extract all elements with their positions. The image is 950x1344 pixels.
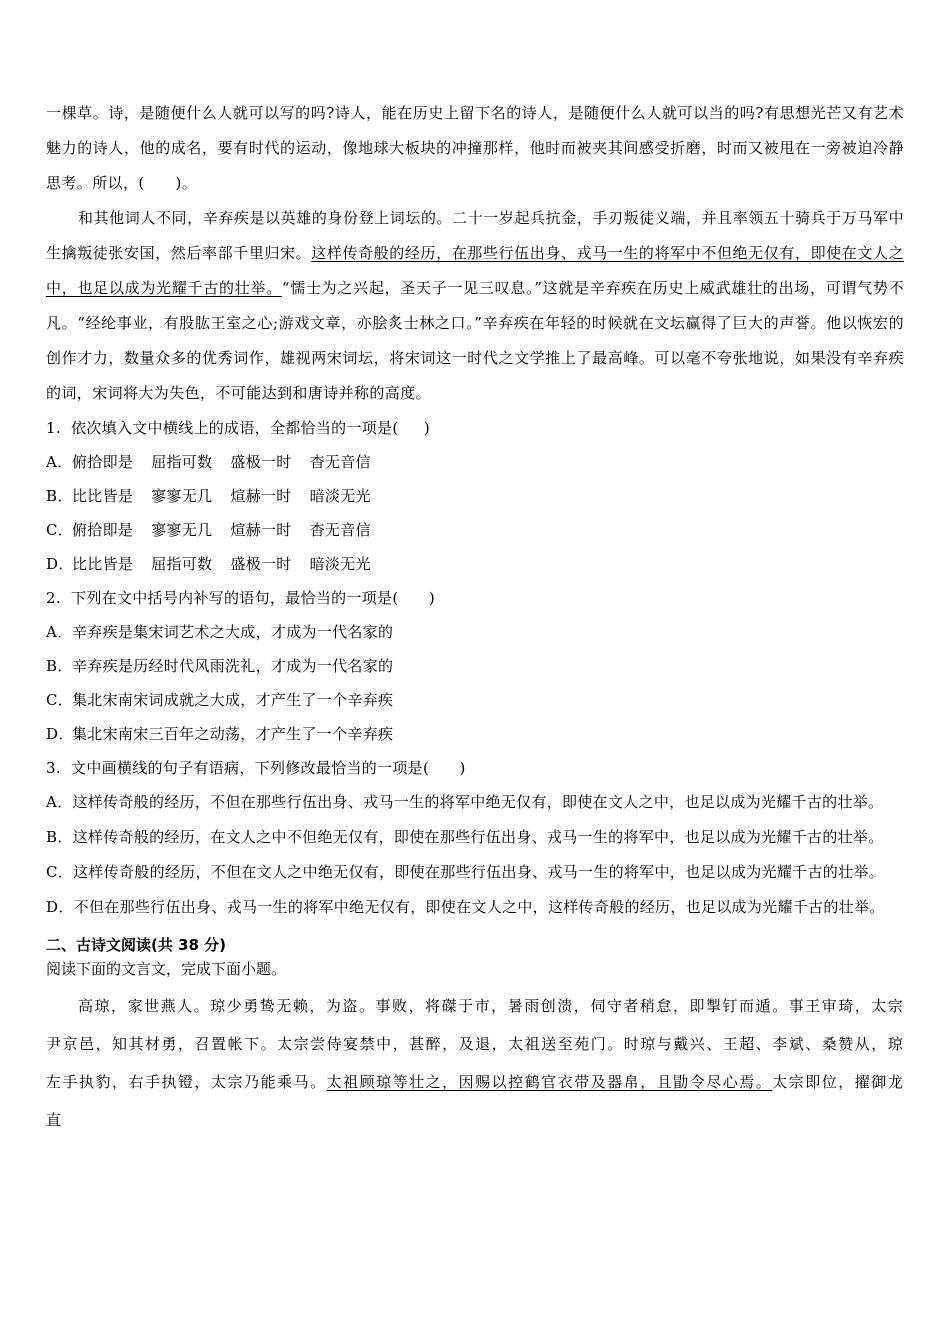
passage-paragraph-1: 一棵草。诗，是随便什么人就可以写的吗?诗人，能在历史上留下名的诗人，是随便什么人就可以当的吗?有思想光芒又有艺术魅力的诗人，他的成名，要有时代的运动，像地球大板块的冲撞那样，他时而被夹其间感受折磨，时而又被甩在一旁被迫冷静思考。所以，( )。 xyxy=(46,104,904,192)
question-2-option-c[interactable] xyxy=(46,683,904,717)
option-word: 寥寥无几 xyxy=(151,487,213,505)
question-2-option-a[interactable] xyxy=(46,615,904,649)
option-text: 这样传奇般的经历，在文人之中不但绝无仅有，即使在那些行伍出身、戎马一生的将军中，也足以成为光耀千古的壮举。 xyxy=(72,828,884,846)
question-1-stem: 1. 依次填入文中横线上的成语，全都恰当的一项是( ) xyxy=(46,419,430,437)
option-text: 这样传奇般的经历，不但在文人之中绝无仅有，即使在那些行伍出身、戎马一生的将军中，也足以成为光耀千古的壮举。 xyxy=(73,863,884,881)
section-instruction: 阅读下面的文言文，完成下面小题。 xyxy=(46,960,287,978)
underlined-sentence: 太祖顾琼等壮之，因赐以控鹤官衣带及器帛，且勖令尽心焉。 xyxy=(326,1073,773,1091)
option-word: 煊赫一时 xyxy=(230,521,292,539)
option-word: 煊赫一时 xyxy=(230,487,292,505)
option-label: B． xyxy=(46,487,73,505)
question-1-option-b[interactable] xyxy=(46,479,904,513)
underlined-sentence: 这样传奇般的经历，在那些行伍出身、戎马一生的将军中不但绝无仅有，即使在文人之中，也足以成为光耀千古的壮举。 xyxy=(46,244,904,297)
option-label: C． xyxy=(46,863,74,881)
option-text: 这样传奇般的经历，不但在那些行伍出身、戎马一生的将军中绝无仅有，即使在文人之中，也足以成为光耀千古的壮举。 xyxy=(72,793,884,811)
option-label: B． xyxy=(46,828,73,846)
option-label: C． xyxy=(46,521,74,539)
option-label: D． xyxy=(46,555,74,573)
option-label: A． xyxy=(46,623,73,641)
question-1-option-d[interactable] xyxy=(46,547,904,581)
question-2-stem: 2. 下列在文中括号内补写的语句，最恰当的一项是( ) xyxy=(46,589,436,607)
option-word: 杳无音信 xyxy=(309,453,371,471)
option-text: 辛弃疾是历经时代风雨洗礼，才成为一代名家的 xyxy=(72,657,394,675)
question-3-stem: 3. 文中画横线的句子有语病，下列修改最恰当的一项是( ) xyxy=(46,759,466,777)
option-label: D． xyxy=(46,725,74,743)
option-text: 辛弃疾是集宋词艺术之大成，才成为一代名家的 xyxy=(72,623,394,641)
passage-paragraph-2 xyxy=(46,201,904,411)
passage-text: 高琼，家世燕人。琼少勇鸷无赖，为盗。事败，将磔于市，暑雨创溃，伺守者稍怠，即掣钉而遁。事王审琦，太宗尹京邑，知其材勇，召置帐下。太宗尝侍宴禁中，甚醉，及退，太祖送至苑门。时琼与戴兴、王超、李斌、桑赞从，琼左手执豹，右手执镫，太宗乃能乘马。 xyxy=(46,997,904,1091)
option-label: A． xyxy=(46,793,73,811)
option-word: 俯拾即是 xyxy=(72,453,134,471)
option-word: 屈指可数 xyxy=(151,453,213,471)
question-2-option-b[interactable] xyxy=(46,649,904,683)
option-word: 屈指可数 xyxy=(151,555,213,573)
passage-text: “懦士为之兴起，圣天子一见三叹息。”这就是辛弃疾在历史上威武雄壮的出场，可谓气势不凡。“经纶事业，有股肱王室之心;游戏文章，亦脍炙士林之口。”辛弃疾在年轻的时候就在文坛赢得了巨大的声誉。他以恢宏的创作才力，数量众多的优秀词作，雄视两宋词坛，将宋词这一时代之文学推上了最高峰。可以毫不夸张地说，如果没有辛弃疾的词，宋词将大为失色，不可能达到和唐诗并称的高度。 xyxy=(46,279,904,402)
question-1-option-c[interactable] xyxy=(46,513,904,547)
passage-text: 太宗即位，擢御龙直 xyxy=(46,1073,905,1129)
option-word: 寥寥无几 xyxy=(151,521,213,539)
option-word: 杳无音信 xyxy=(309,521,371,539)
option-text: 集北宋南宋三百年之动荡，才产生了一个辛弃疾 xyxy=(72,725,394,743)
option-word: 比比皆是 xyxy=(72,555,134,573)
option-label: A． xyxy=(46,453,73,471)
classical-passage xyxy=(46,987,904,1139)
section-heading: 二、古诗文阅读(共 38 分) xyxy=(46,936,227,954)
option-text: 集北宋南宋词成就之大成，才产生了一个辛弃疾 xyxy=(72,691,394,709)
question-2-option-d[interactable] xyxy=(46,717,904,751)
option-word: 暗淡无光 xyxy=(309,555,371,573)
document-page xyxy=(46,96,904,1139)
option-word: 盛极一时 xyxy=(230,555,292,573)
option-text: 不但在那些行伍出身、戎马一生的将军中绝无仅有，即使在文人之中，这样传奇般的经历，也足以成为光耀千古的壮举。 xyxy=(73,898,885,916)
option-label: B． xyxy=(46,657,73,675)
question-3-option-b[interactable] xyxy=(46,820,904,855)
option-word: 盛极一时 xyxy=(230,453,292,471)
option-word: 暗淡无光 xyxy=(309,487,371,505)
question-3-option-c[interactable] xyxy=(46,855,904,890)
question-3-option-a[interactable] xyxy=(46,785,904,820)
option-word: 比比皆是 xyxy=(72,487,134,505)
option-label: D． xyxy=(46,898,74,916)
question-1-option-a[interactable] xyxy=(46,445,904,479)
passage-text: 和其他词人不同，辛弃疾是以英雄的身份登上词坛的。二十一岁起兵抗金，手刃叛徒义端，并且率领五十骑兵于万马军中生擒叛徒张安国，然后率部千里归宋。 xyxy=(46,209,904,262)
question-3-option-d[interactable] xyxy=(46,890,904,925)
option-label: C． xyxy=(46,691,74,709)
option-word: 俯拾即是 xyxy=(72,521,134,539)
